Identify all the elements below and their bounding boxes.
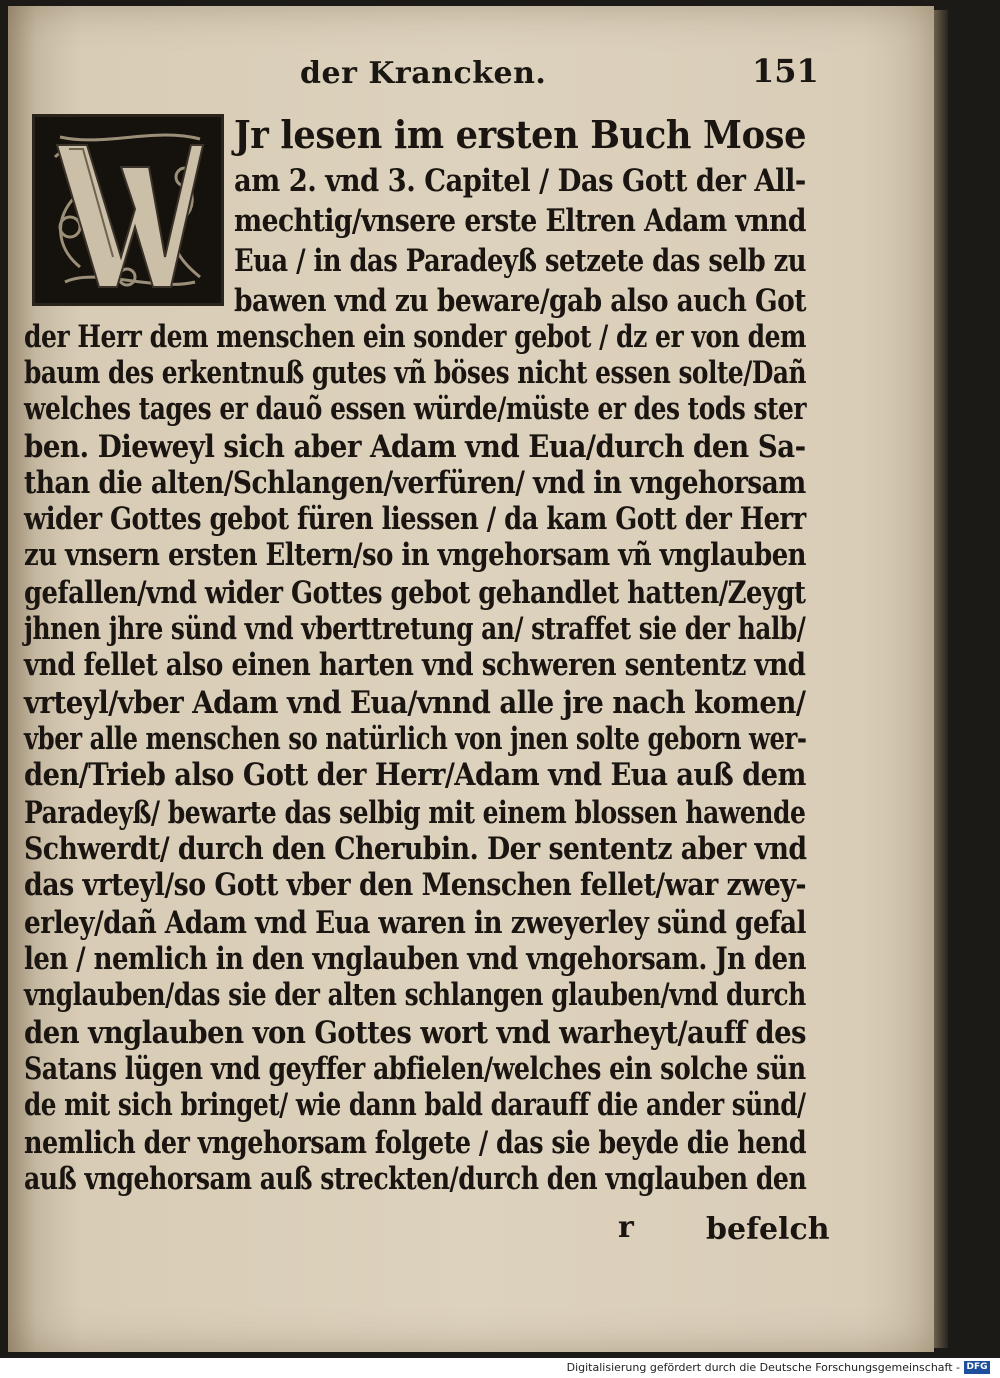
text-line: zu vnsern ersten Eltern/so in vngehorsam vñ vnglauben [24,537,807,573]
text-line: nemlich der vngehorsam folgete / das sie beyde die hend [24,1125,807,1161]
page-number: 151 [752,52,819,90]
text-line: Paradeyß/ bewarte das selbig mit einem blossen hawende [24,795,806,831]
dfg-logo-icon: DFG [964,1361,990,1374]
text-line: wider Gottes gebot füren liessen / da kam Gott der Herr [24,501,806,537]
signature-mark: r [618,1210,634,1245]
text-line: ben. Dieweyl sich aber Adam vnd Eua/durch den Sa- [24,429,806,465]
text-line: vrteyl/vber Adam vnd Eua/vnnd alle jre nach komen/ [24,685,806,721]
text-line: gefallen/vnd wider Gottes gebot gehandlet hatten/Zeygt [24,575,806,611]
text-line: am 2. vnd 3. Capitel / Das Gott der All- [234,163,806,199]
text-line: vnd fellet also einen harten vnd schweren sententz vnd [24,647,806,683]
text-line: erley/dañ Adam vnd Eua waren in zweyerley sünd gefal [24,905,806,941]
text-line: den/Trieb also Gott der Herr/Adam vnd Eua auß dem [24,757,806,793]
text-line: mechtig/vnsere erste Eltren Adam vnnd [234,203,806,239]
text-line: Schwerdt/ durch den Cherubin. Der sententz aber vnd [24,831,807,867]
text-line: baum des erkentnuß gutes vñ böses nicht essen solte/Dañ [24,355,807,391]
text-line: den vnglauben von Gottes wort vnd warheyt/auff des [24,1015,806,1051]
text-line: de mit sich bringet/ wie dann bald darauff die ander sünd/ [24,1087,806,1123]
text-line: Jr lesen im ersten Buch Mose [234,112,807,157]
text-line: len / nemlich in den vnglauben vnd vngehorsam. Jn den [24,941,806,977]
text-line: das vrteyl/so Gott vber den Menschen fellet/war zwey- [24,867,807,903]
footer-bar [0,1358,1000,1378]
text-line: than die alten/Schlangen/verfüren/ vnd in vngehorsam [24,465,806,501]
footer-credit: Digitalisierung gefördert durch die Deutsche Forschungsgemeinschaft - [566,1361,960,1374]
text-line: Satans lügen vnd geyffer abfielen/welches ein solche sün [24,1051,806,1087]
text-line: auß vngehorsam auß streckten/durch den vnglauben den [24,1161,807,1197]
text-line: bawen vnd zu beware/gab also auch Got [234,283,806,319]
running-title: der Krancken. [300,56,547,91]
text-line: der Herr dem menschen ein sonder gebot / dz er von dem [24,319,807,355]
page-edge [934,10,948,1348]
text-line: vnglauben/das sie der alten schlangen glauben/vnd durch [24,977,806,1013]
catchword: befelch [706,1212,830,1247]
text-line: Eua / in das Paradeyß setzete das selb zu [234,243,807,279]
text-line: welches tages er dauõ essen würde/müste er des tods ster [24,391,807,427]
text-line: vber alle menschen so natürlich von jnen solte geborn wer- [24,721,807,757]
text-line: jhnen jhre sünd vnd vberttretung an/ straffet sie der halb/ [24,611,806,647]
